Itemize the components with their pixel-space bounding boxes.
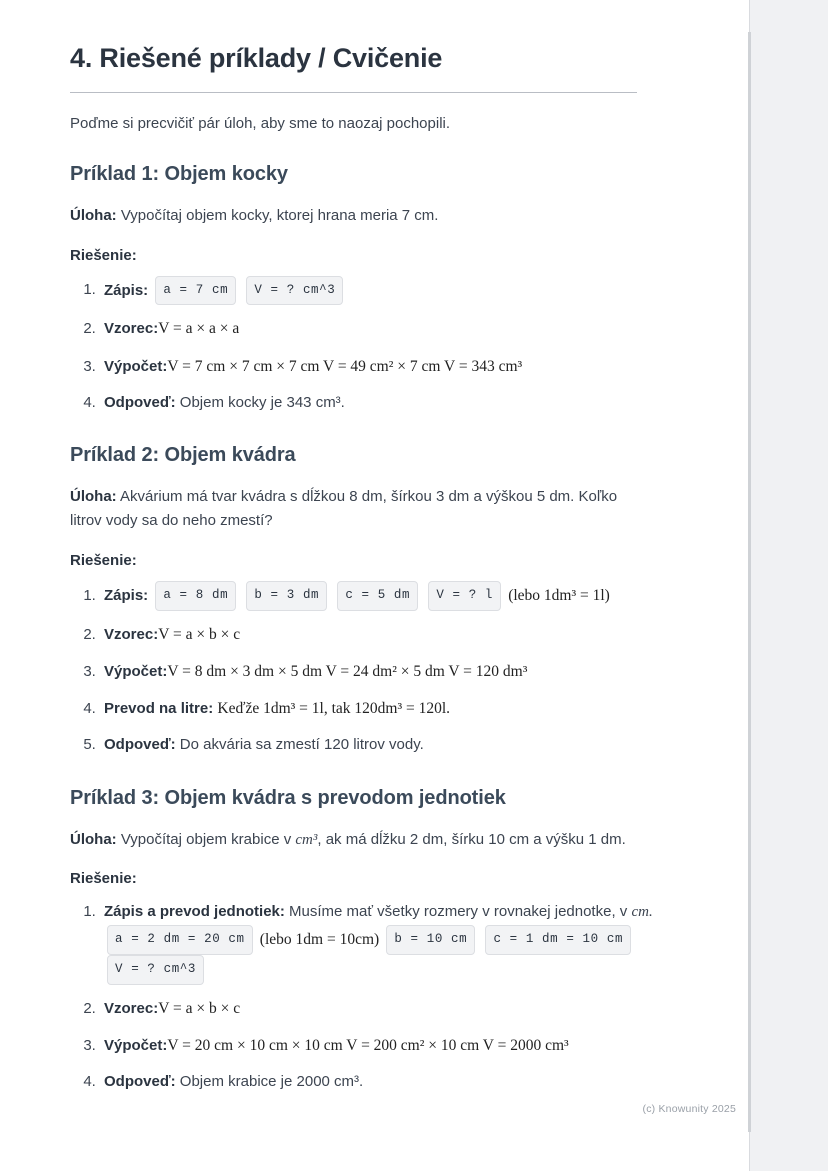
chip-v: V = ? cm^3 [246,276,343,306]
answer-label: Odpoveď: [104,1073,176,1091]
step-calculation [100,353,700,380]
step-notation [100,276,700,306]
step-answer [100,732,700,758]
example-1-heading: Príklad 1: Objem kocky [70,163,288,186]
notation-label: Zápis: [104,586,149,604]
calculation-math: V = 7 cm × 7 cm × 7 cm V = 49 cm² × 7 cm V = 343 cm³ [167,357,523,375]
step-formula [100,995,700,1022]
formula-label: Vzorec: [104,999,159,1017]
answer-text: Do akvária sa zmestí 120 litrov vody. [179,736,424,754]
task-label: Úloha: [70,830,117,848]
example-3-solution-label: Riešenie: [70,869,137,887]
task-text-unit: cm³ [295,831,318,848]
conversion-label: Prevod na litre: [104,700,214,718]
notation-intro: Musíme mať všetky rozmery v rovnakej jednotke, v [289,902,632,920]
task-text-part1: Vypočítaj objem krabice v [120,830,296,848]
calculation-label: Výpočet: [104,357,168,375]
example-2-heading: Príklad 2: Objem kvádra [70,444,296,467]
chip-a: a = 8 dm [155,581,236,611]
example-1-steps [70,276,700,417]
conversion-text: Keďže 1dm³ = 1l, tak 120dm³ = 120l. [217,700,451,718]
footer-credit: (c) Knowunity 2025 [642,1103,736,1115]
chip-b: b = 10 cm [386,925,475,955]
chip-a: a = 2 dm = 20 cm [107,925,253,955]
step-calculation [100,1032,700,1059]
chip-v: V = ? l [428,581,501,611]
step-answer [100,390,700,416]
step-conversion [100,695,700,722]
step-notation-conversion [100,899,700,985]
intro-paragraph: Poďme si precvičiť pár úloh, aby sme to naozaj pochopili. [70,114,451,132]
notation-note: (lebo 1dm³ = 1l) [508,586,610,604]
answer-label: Odpoveď: [104,736,176,754]
step-formula [100,315,700,342]
example-3-task [70,828,640,852]
page-title: 4. Riešené príklady / Cvičenie [70,43,443,73]
example-2-solution-label: Riešenie: [70,551,137,569]
notation-unit: cm. [631,903,653,920]
chip-a: a = 7 cm [155,276,236,306]
answer-text: Objem krabice je 2000 cm³. [179,1073,364,1091]
example-2-steps [70,581,700,759]
formula-math: V = a × b × c [158,999,241,1017]
formula-label: Vzorec: [104,625,159,643]
calculation-math: V = 20 cm × 10 cm × 10 cm V = 200 cm² × 10 cm V = 2000 cm³ [167,1037,569,1055]
notation-label: Zápis: [104,281,149,299]
example-1-solution-label: Riešenie: [70,246,137,264]
example-1-task [70,204,640,228]
notation-note: (lebo 1dm = 10cm) [259,931,380,949]
answer-text: Objem kocky je 343 cm³. [179,393,345,411]
step-notation [100,581,700,611]
task-text: Akvárium má tvar kvádra s dĺžkou 8 dm, šírkou 3 dm a výškou 5 dm. Koľko litrov vody sa do neho zmestí? [70,488,618,530]
step-formula [100,621,700,648]
formula-label: Vzorec: [104,320,159,338]
calculation-label: Výpočet: [104,1037,168,1055]
calculation-label: Výpočet: [104,662,168,680]
example-2-task [70,485,640,534]
scroll-gutter[interactable] [749,0,828,1171]
task-text-part2: , ak má dĺžku 2 dm, šírku 10 cm a výšku 1 dm. [317,830,626,848]
chip-c: c = 5 dm [337,581,418,611]
chip-c: c = 1 dm = 10 cm [485,925,631,955]
step-answer [100,1069,700,1095]
step-calculation [100,658,700,685]
notation-conversion-label: Zápis a prevod jednotiek: [104,902,285,920]
formula-math: V = a × a × a [158,320,240,338]
scrollbar-thumb[interactable] [748,32,751,1132]
title-divider [70,92,637,93]
formula-math: V = a × b × c [158,625,241,643]
chip-v: V = ? cm^3 [107,955,204,985]
example-3-heading: Príklad 3: Objem kvádra s prevodom jednotiek [70,786,506,809]
calculation-math: V = 8 dm × 3 dm × 5 dm V = 24 dm² × 5 dm V = 120 dm³ [167,662,528,680]
task-label: Úloha: [70,207,117,225]
answer-label: Odpoveď: [104,393,176,411]
example-3-steps [70,899,700,1096]
chip-b: b = 3 dm [246,581,327,611]
task-text: Vypočítaj objem kocky, ktorej hrana meria 7 cm. [120,207,439,225]
task-label: Úloha: [70,488,117,506]
